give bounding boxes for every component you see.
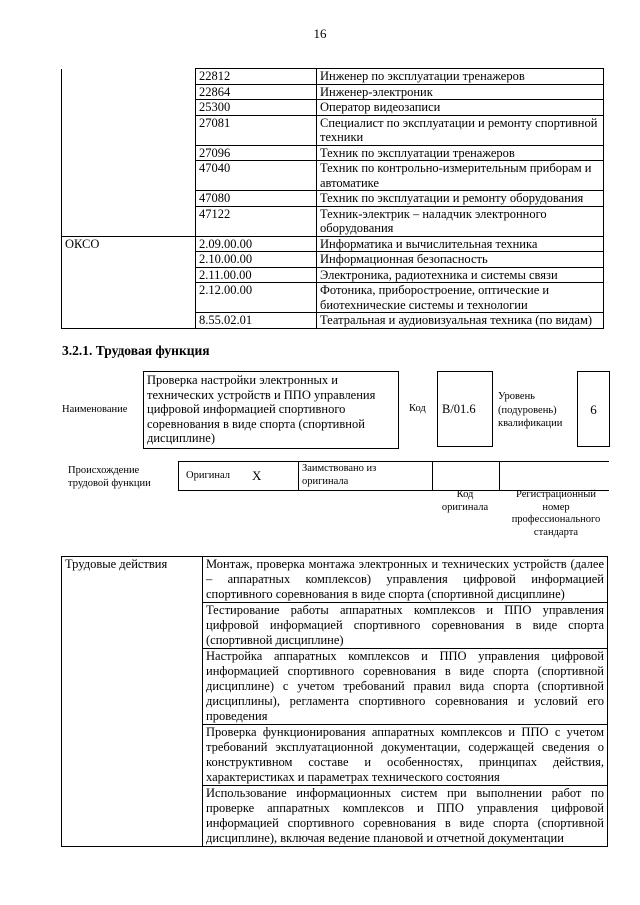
classifier-code: 2.09.00.00 [196, 236, 317, 252]
classifier-table [61, 68, 604, 329]
classifier-code: 27081 [196, 115, 317, 145]
name-label: Наименование [62, 404, 128, 415]
labor-actions-label-cell [62, 603, 203, 649]
classifier-row [62, 100, 604, 116]
classifier-name: Техник-электрик – наладчик электронного оборудования [317, 206, 604, 236]
classifier-row [62, 161, 604, 191]
classifier-name: Фотоника, приборостроение, оптические и биотехнические системы и технологии [317, 283, 604, 313]
labor-action-row [62, 725, 608, 786]
classifier-section [62, 115, 196, 145]
classifier-row [62, 145, 604, 161]
labor-actions-table [61, 556, 608, 847]
classifier-section [62, 252, 196, 268]
classifier-code: 47040 [196, 161, 317, 191]
level-value: 6 [590, 402, 597, 417]
function-name-box: Проверка настройки электронных и технических устройств и ППО управления цифровой информацией спортивного соревнования в виде спорта (спортивной дисциплине) [143, 371, 399, 449]
section-title: 3.2.1. Трудовая функция [62, 343, 210, 358]
classifier-row [62, 69, 604, 85]
classifier-section [62, 145, 196, 161]
origin-label: Происхождение трудовой функции [68, 465, 151, 489]
code-original-caption: Код оригинала [441, 489, 489, 513]
classifier-code: 22864 [196, 84, 317, 100]
classifier-row [62, 115, 604, 145]
classifier-row [62, 283, 604, 313]
classifier-section [62, 161, 196, 191]
labor-action-row [62, 557, 608, 603]
classifier-code: 2.10.00.00 [196, 252, 317, 268]
classifier-code: 47080 [196, 191, 317, 207]
classifier-name: Инженер-электроник [317, 84, 604, 100]
classifier-row [62, 236, 604, 252]
classifier-name: Техник по эксплуатации тренажеров [317, 145, 604, 161]
classifier-name: Театральная и аудиовизуальная техника (по видам) [317, 313, 604, 329]
labor-actions-label-cell [62, 786, 203, 847]
classifier-section [62, 313, 196, 329]
classifier-code: 2.12.00.00 [196, 283, 317, 313]
classifier-name: Информационная безопасность [317, 252, 604, 268]
classifier-name: Оператор видеозаписи [317, 100, 604, 116]
registration-caption: Регистрационный номер профессионального стандарта [511, 489, 601, 538]
labor-actions-label-cell [62, 725, 203, 786]
labor-action-item: Проверка функционирования аппаратных комплексов и ППО с учетом требований эксплуатационной документации, содержащей сведения о конструктивном составе и особенностях, принципах действия, характеристиках и параметрах технического состояния [203, 725, 608, 786]
code-label: Код [409, 403, 426, 414]
labor-action-item: Тестирование работы аппаратных комплексов и ППО управления цифровой информацией спортивного соревнования в виде спорта (спортивной дисциплине) [203, 603, 608, 649]
code-box [437, 371, 493, 447]
labor-actions-label: Трудовые действия [62, 557, 203, 603]
labor-action-item: Монтаж, проверка монтажа электронных и технических устройств (далее – аппаратных комплексов) управления цифровой информацией спортивного соревнования в виде спорта (спортивной дисциплине) [203, 557, 608, 603]
labor-action-row [62, 649, 608, 725]
classifier-name: Инженер по эксплуатации тренажеров [317, 69, 604, 85]
labor-action-row [62, 786, 608, 847]
classifier-name: Электроника, радиотехника и системы связи [317, 267, 604, 283]
classifier-row [62, 267, 604, 283]
classifier-row [62, 313, 604, 329]
classifier-name: Специалист по эксплуатации и ремонту спортивной техники [317, 115, 604, 145]
labor-action-row [62, 603, 608, 649]
classifier-section [62, 84, 196, 100]
classifier-section [62, 191, 196, 207]
classifier-section [62, 69, 196, 85]
classifier-code: 25300 [196, 100, 317, 116]
borrowed-label: Заимствовано из оригинала [302, 463, 377, 487]
page-number: 16 [313, 26, 327, 41]
classifier-section: ОКСО [62, 236, 196, 252]
original-label: Оригинал [186, 470, 230, 481]
classifier-name: Информатика и вычислительная техника [317, 236, 604, 252]
labor-action-item: Использование информационных систем при выполнении работ по проверке аппаратных комплексов и ППО управления цифровой информацией спортивного соревнования в виде спорта (спортивной дисциплине), включая ведение плановой и отчетной документации [203, 786, 608, 847]
classifier-name: Техник по эксплуатации и ремонту оборудования [317, 191, 604, 207]
labor-actions-label-cell [62, 649, 203, 725]
classifier-row [62, 252, 604, 268]
classifier-section [62, 206, 196, 236]
classifier-code: 27096 [196, 145, 317, 161]
classifier-row [62, 206, 604, 236]
classifier-code: 8.55.02.01 [196, 313, 317, 329]
classifier-code: 2.11.00.00 [196, 267, 317, 283]
classifier-row [62, 191, 604, 207]
level-label: Уровень (подуровень) квалификации [498, 391, 563, 429]
classifier-section [62, 283, 196, 313]
classifier-section [62, 267, 196, 283]
classifier-code: 47122 [196, 206, 317, 236]
classifier-section [62, 100, 196, 116]
level-box [577, 371, 610, 447]
code-value: B/01.6 [442, 402, 476, 416]
original-mark: X [252, 468, 262, 483]
classifier-row [62, 84, 604, 100]
labor-action-item: Настройка аппаратных комплексов и ППО управления цифровой информацией спортивного соревнования в виде спорта (спортивной дисциплине) с учетом требований правил вида спорта (спортивной дисциплины), регламента спортивного соревнования и условий его проведения [203, 649, 608, 725]
classifier-name: Техник по контрольно-измерительным приборам и автоматике [317, 161, 604, 191]
classifier-code: 22812 [196, 69, 317, 85]
